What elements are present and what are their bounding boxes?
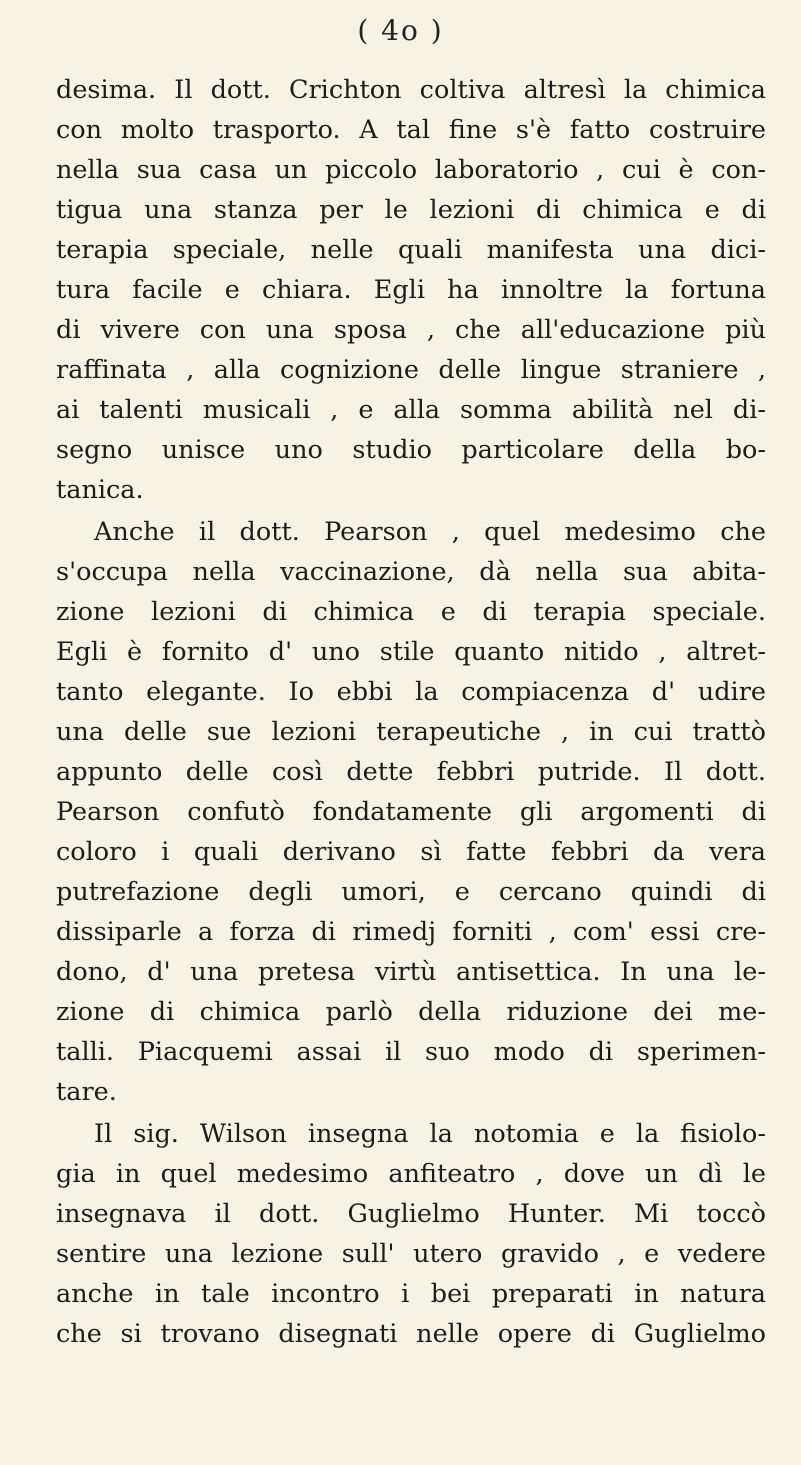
text-line: tanica.	[56, 475, 144, 505]
text-line: con molto trasporto. A tal fine s'è fatto costruire	[56, 115, 766, 145]
text-line: che si trovano disegnati nelle opere di Guglielmo	[56, 1319, 766, 1349]
text-line: dono, d' una pretesa virtù antisettica. In una le-	[56, 957, 766, 987]
text-line: tanto elegante. Io ebbi la compiacenza d' udire	[56, 677, 766, 707]
text-line: nella sua casa un piccolo laboratorio , cui è con-	[56, 155, 766, 185]
text-line: Egli è fornito d' uno stile quanto nitido , altret-	[56, 637, 766, 667]
text-line: tare.	[56, 1077, 117, 1107]
text-line: s'occupa nella vaccinazione, dà nella sua abita-	[56, 557, 766, 587]
text-line: coloro i quali derivano sì fatte febbri da vera	[56, 837, 766, 867]
text-line: una delle sue lezioni terapeutiche , in cui trattò	[56, 717, 766, 747]
text-line: ai talenti musicali , e alla somma abilità nel di-	[56, 395, 766, 425]
text-line: Il sig. Wilson insegna la notomia e la fisiolo-	[94, 1119, 766, 1149]
text-line: talli. Piacquemi assai il suo modo di sperimen-	[56, 1037, 766, 1067]
text-line: insegnava il dott. Guglielmo Hunter. Mi toccò	[56, 1199, 766, 1229]
text-line: putrefazione degli umori, e cercano quindi di	[56, 877, 766, 907]
text-line: appunto delle così dette febbri putride. Il dott.	[56, 757, 766, 787]
text-line: sentire una lezione sull' utero gravido , e vedere	[56, 1239, 766, 1269]
text-line: Anche il dott. Pearson , quel medesimo che	[94, 517, 766, 547]
text-line: dissiparle a forza di rimedj forniti , com' essi cre-	[56, 917, 766, 947]
text-line: anche in tale incontro i bei preparati in natura	[56, 1279, 766, 1309]
text-line: gia in quel medesimo anfiteatro , dove un dì le	[56, 1159, 766, 1189]
text-line: zione lezioni di chimica e di terapia speciale.	[56, 597, 766, 627]
text-line: zione di chimica parlò della riduzione dei me-	[56, 997, 766, 1027]
text-line: di vivere con una sposa , che all'educazione più	[56, 315, 766, 345]
page-number: ( 4o )	[357, 14, 444, 47]
text-line: raffinata , alla cognizione delle lingue straniere ,	[56, 355, 766, 385]
text-line: Pearson confutò fondatamente gli argomenti di	[56, 797, 766, 827]
text-line: tigua una stanza per le lezioni di chimica e di	[56, 195, 766, 225]
text-line: desima. Il dott. Crichton coltiva altresì la chimica	[56, 75, 766, 105]
text-line: segno unisce uno studio particolare della bo-	[56, 435, 766, 465]
text-line: terapia speciale, nelle quali manifesta una dici-	[56, 235, 766, 265]
text-line: tura facile e chiara. Egli ha innoltre la fortuna	[56, 275, 766, 305]
